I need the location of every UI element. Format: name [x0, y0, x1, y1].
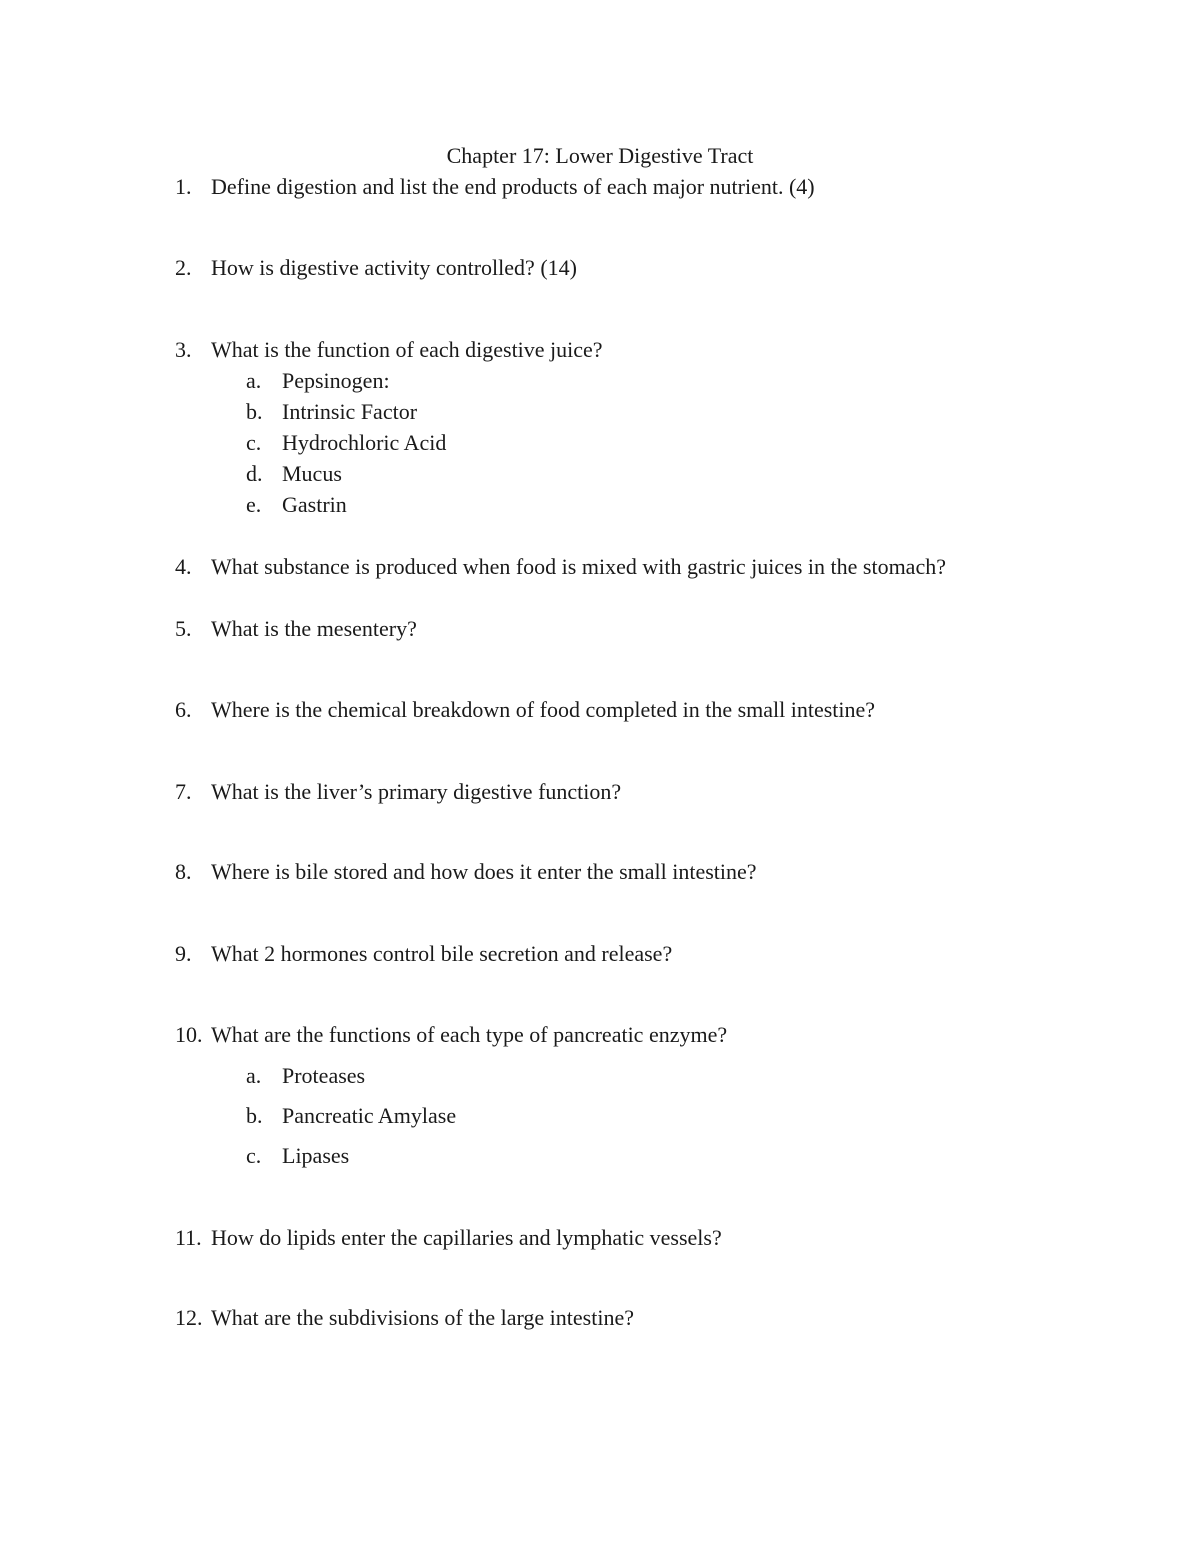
question-9 — [175, 940, 672, 968]
question-5 — [175, 615, 417, 643]
question-number: 11. — [175, 1225, 202, 1250]
subitem-text: Lipases — [282, 1143, 350, 1168]
question-4 — [175, 553, 946, 581]
question-10-subitem-a — [246, 1062, 365, 1090]
question-3-subitem-a — [246, 367, 390, 395]
subitem-text: Pepsinogen: — [282, 368, 390, 393]
question-text: What are the functions of each type of pancreatic enzyme? — [211, 1022, 728, 1047]
subitem-letter: a. — [246, 368, 262, 393]
question-number: 7. — [175, 779, 192, 804]
question-1 — [175, 173, 815, 201]
question-7 — [175, 778, 621, 806]
subitem-letter: b. — [246, 399, 263, 424]
question-text: How is digestive activity controlled? (14) — [211, 255, 577, 280]
question-11 — [175, 1224, 722, 1252]
question-3 — [175, 336, 603, 364]
subitem-letter: d. — [246, 461, 263, 486]
subitem-text: Pancreatic Amylase — [282, 1103, 457, 1128]
question-number: 5. — [175, 616, 192, 641]
question-8 — [175, 858, 757, 886]
question-2 — [175, 254, 577, 282]
question-text: How do lipids enter the capillaries and lymphatic vessels? — [211, 1225, 722, 1250]
question-text: What are the subdivisions of the large intestine? — [211, 1305, 634, 1330]
question-number: 1. — [175, 174, 192, 199]
question-10 — [175, 1021, 727, 1049]
question-3-subitem-b — [246, 398, 417, 426]
question-number: 2. — [175, 255, 192, 280]
question-number: 10. — [175, 1022, 203, 1047]
question-10-subitem-c — [246, 1142, 349, 1170]
subitem-text: Proteases — [282, 1063, 366, 1088]
subitem-letter: c. — [246, 430, 262, 455]
question-text: What 2 hormones control bile secretion and release? — [211, 941, 673, 966]
subitem-letter: a. — [246, 1063, 262, 1088]
question-3-subitem-d — [246, 460, 342, 488]
question-number: 4. — [175, 554, 192, 579]
question-6 — [175, 696, 875, 724]
question-number: 12. — [175, 1305, 203, 1330]
question-number: 6. — [175, 697, 192, 722]
question-text: What is the mesentery? — [211, 616, 417, 641]
question-text: Where is bile stored and how does it enter the small intestine? — [211, 859, 757, 884]
subitem-letter: c. — [246, 1143, 262, 1168]
subitem-text: Hydrochloric Acid — [282, 430, 447, 455]
question-text: What is the liver’s primary digestive function? — [211, 779, 622, 804]
subitem-letter: e. — [246, 492, 262, 517]
question-3-subitem-e — [246, 491, 347, 519]
question-text: What is the function of each digestive juice? — [211, 337, 603, 362]
question-10-subitem-b — [246, 1102, 456, 1130]
subitem-letter: b. — [246, 1103, 263, 1128]
question-12 — [175, 1304, 634, 1332]
question-number: 8. — [175, 859, 192, 884]
document-title: Chapter 17: Lower Digestive Tract — [446, 143, 754, 168]
subitem-text: Mucus — [282, 461, 342, 486]
subitem-text: Gastrin — [282, 492, 347, 517]
question-3-subitem-c — [246, 429, 446, 457]
subitem-text: Intrinsic Factor — [282, 399, 418, 424]
question-text: Define digestion and list the end products of each major nutrient. (4) — [211, 174, 815, 199]
question-text: What substance is produced when food is mixed with gastric juices in the stomach? — [211, 554, 946, 579]
question-text: Where is the chemical breakdown of food completed in the small intestine? — [211, 697, 876, 722]
question-number: 9. — [175, 941, 192, 966]
question-number: 3. — [175, 337, 192, 362]
